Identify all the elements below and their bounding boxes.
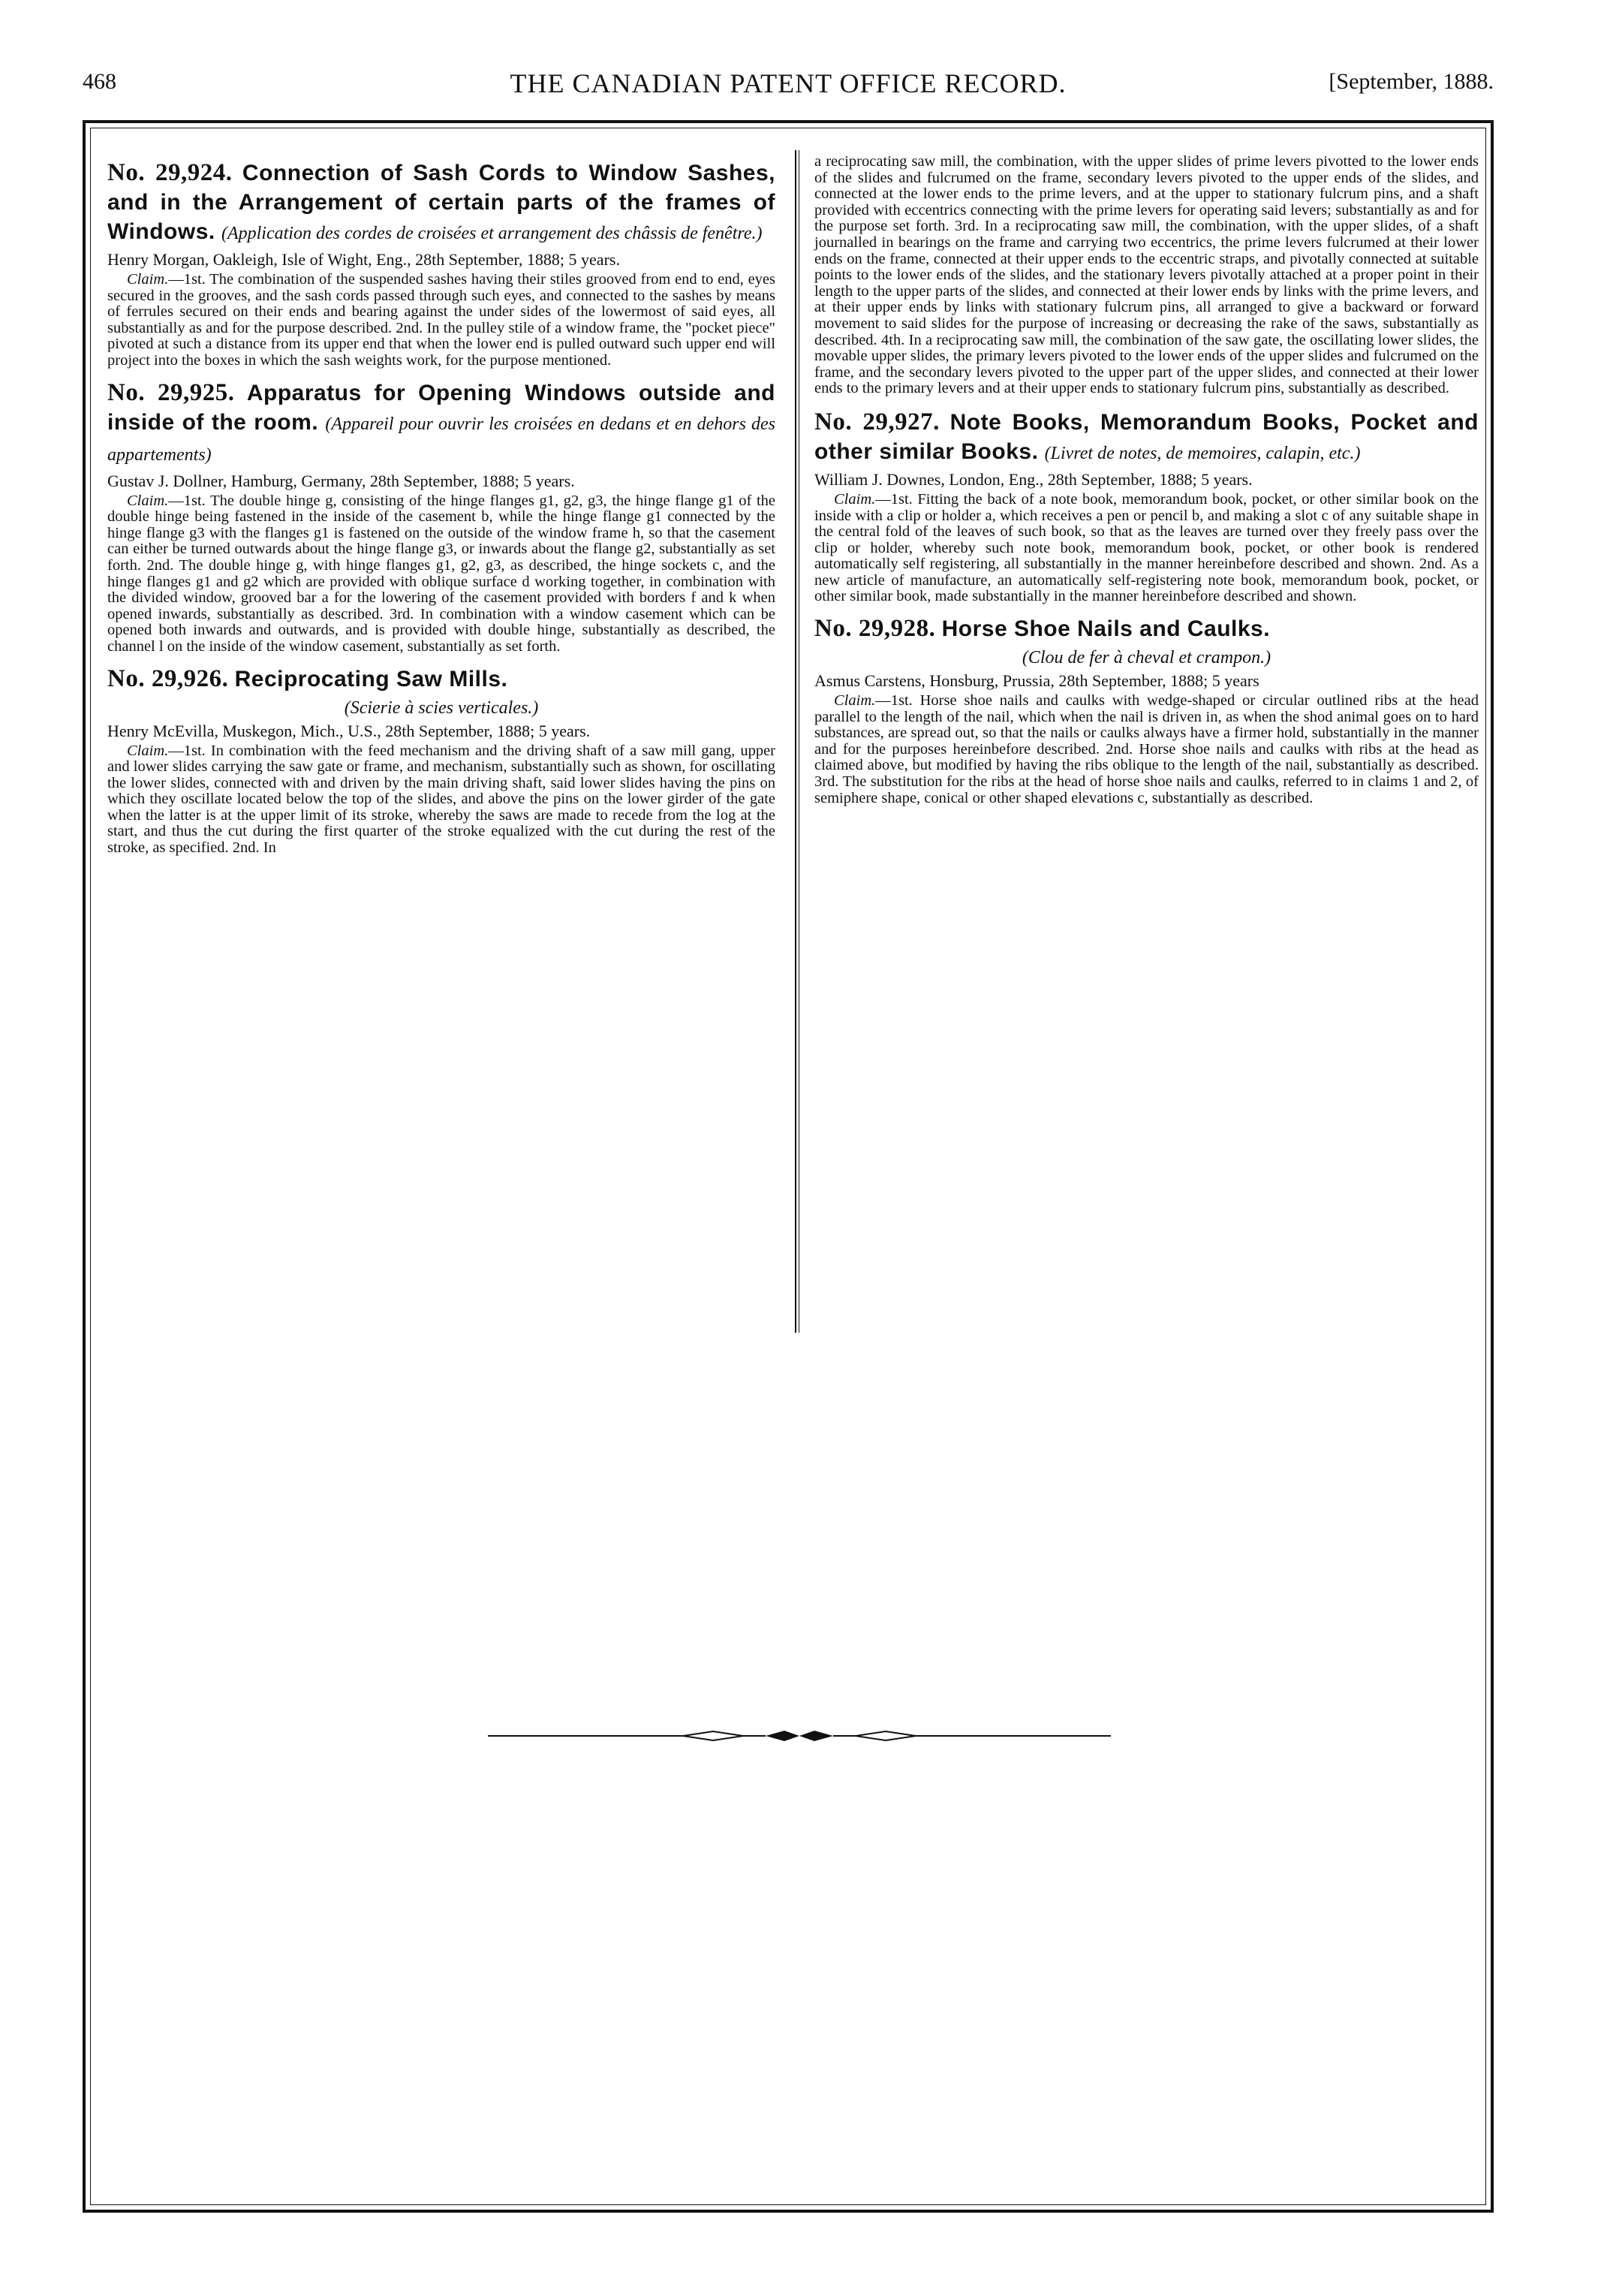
ornament-center-right — [799, 1731, 833, 1741]
left-column — [107, 154, 775, 866]
inventor-line: Asmus Carstens, Honsburg, Prussia, 28th September, 1888; 5 years — [814, 671, 1259, 691]
patent-entry-29926 — [107, 664, 775, 857]
claim-text — [814, 492, 1479, 605]
page-header — [83, 69, 1494, 107]
patent-entry-29924 — [107, 158, 775, 369]
claim-body: —1st. The double hinge g, consisting of the hinge flanges g1, g2, g3, the hinge flange g1 of the double hinge being fastened in the inside of the casement b, while the hinge flange g1 connected by the hinge flange g3 with the flanges g1 is fastened on the outside of the window frame h, so that the casement can either be turned outwards about the hinge flange g3, or inwards about the flange g2, substantially as set forth. 2nd. The double hinge g, with hinge flanges g1, g2, g3, as described, the hinge sockets c, and the hinge flanges g1 and g2 which are provided with oblique surface d working together, in combination with the divided window, grooved bar a for the lowering of the casement provided with borders f and k when opened inwards, substantially as described. 3rd. In combination with a window casement which can be opened both inwards and outwards, and is provided with double hinge, substantially as described, the channel l on the inside of the window casement, substantially as set forth. — [107, 492, 775, 655]
entry-heading — [814, 614, 1479, 643]
patent-title: Note Books, Memorandum Books, Pocket and other similar Books. — [814, 409, 1479, 464]
entry-heading — [107, 378, 775, 469]
ornament-diamond-right — [856, 1731, 916, 1740]
french-title: (Application des cordes de croisées et arrangement des châssis de fenêtre.) — [221, 224, 763, 243]
claim-label: Claim. — [127, 492, 169, 509]
patent-number: No. 29,926. — [107, 664, 229, 692]
ornament-diamond-left — [683, 1731, 743, 1740]
claim-text — [107, 493, 775, 655]
right-column — [814, 154, 1479, 815]
claim-body: —1st. Fitting the back of a note book, memorandum book, pocket, or other similar book on the inside with a clip or holder a, which receives a pen or pencil b, and making a slot c of any suitable shape in the central fold of the leaves of such book, so that as the leaves are turned over they freely pass over the clip or holder, whereby such note book, memorandum book, pocket, or other book is rendered automatically self registering, all substantially in the manner hereinbefore described and shown. 2nd. As a new article of manufacture, an automatically self-registering note book, memorandum book, pocket, or other similar book, made substantially in the manner hereinbefore described and shown. — [814, 490, 1479, 605]
claim-body: —1st. In combination with the feed mechanism and the driving shaft of a saw mill gang, upper and lower slides carrying the saw gate or frame, and mechanism, substantially such as shown, for oscillating the lower slides, connected with and driven by the main driving shaft, said lower slides having the pins on which they oscillate located below the top of the slides, and above the pins on the lower girder of the gate when the latter is at the upper limit of its stroke, whereby the saws are made to recede from the log at the start, and thus the cut during the first quarter of the stroke equalized with the cut during the rest of the stroke, as specified. 2nd. In — [107, 742, 775, 857]
publication-title: THE CANADIAN PATENT OFFICE RECORD. — [510, 68, 1067, 98]
claim-text — [107, 272, 775, 369]
ornament-center-left — [766, 1731, 799, 1741]
claim-label: Claim. — [834, 692, 876, 710]
page-number: 468 — [83, 69, 116, 94]
french-title: (Scierie à scies verticales.) — [344, 698, 539, 718]
french-title: (Livret de notes, de memoires, calapin, etc.) — [1044, 443, 1361, 463]
inventor-line: William J. Downes, London, Eng., 28th September, 1888; 5 years. — [814, 469, 1253, 489]
claim-body: —1st. The combination of the suspended sashes having their stiles grooved from end to end, eyes secured in the grooves, and the sash cords passed through such eyes, and connected to the sashes by means of ferrules secured on their ends and bearing against the under sides of the lowermost of said eyes, all substantially as and for the purpose described. 2nd. In the pulley stile of a window frame, the "pocket piece" pivoted at such a distance from its upper end that when the lower end is pulled outward such upper end will project into the boxes in which the sash weights work, for the purpose mentioned. — [107, 271, 775, 369]
patent-title: Reciprocating Saw Mills. — [234, 666, 508, 692]
patent-number: No. 29,924. — [107, 159, 233, 186]
patent-entry-29928 — [814, 614, 1479, 806]
column-divider — [795, 150, 796, 1333]
claim-label: Claim. — [127, 742, 169, 759]
claim-label: Claim. — [834, 490, 876, 508]
ornament-divider — [488, 1728, 1111, 1743]
inventor-line: Henry McEvilla, Muskegon, Mich., U.S., 28th September, 1888; 5 years. — [107, 721, 591, 740]
patent-number: No. 29,925. — [107, 378, 235, 406]
entry-heading — [814, 408, 1479, 468]
issue-date: [September, 1888. — [1329, 69, 1494, 94]
patent-number: No. 29,927. — [814, 408, 940, 435]
claim-label: Claim. — [127, 271, 169, 288]
claim-text — [107, 743, 775, 857]
patent-title: Connection of Sash Cords to Window Sashes, and in the Arrangement of certain parts of the frames of Windows. — [107, 161, 775, 244]
french-title: (Appareil pour ouvrir les croisées en dedans et en dehors des appartements) — [107, 414, 775, 465]
patent-entry-29925 — [107, 378, 775, 655]
claim-body: —1st. Horse shoe nails and caulks with wedge-shaped or circular outlined ribs at the head parallel to the length of the nail, which when the nail is driven in, as when the shod animal goes on to hard substances, are spread out, so that the nails or caulks always have a firmer hold, substantially in the manner and for the purposes hereinbefore described. 2nd. Horse shoe nails and caulks with ribs at the head as claimed above, but modified by having the ribs oblique to the length of the nail, substantially as described. 3rd. The substitution for the ribs at the head of horse shoe nails and caulks, referred to in claims 1 and 2, of semiphere shape, conical or other shaped elevations c, substantially as described. — [814, 692, 1479, 806]
french-title: (Clou de fer à cheval et crampon.) — [1022, 648, 1271, 668]
inventor-line: Henry Morgan, Oakleigh, Isle of Wight, Eng., 28th September, 1888; 5 years. — [107, 250, 620, 269]
claim-text — [814, 693, 1479, 806]
entry-heading — [107, 158, 775, 248]
claim-continuation: a reciprocating saw mill, the combination, with the upper slides of prime levers pivotted to the lower ends of the slides and fulcrumed on the frame, secondary levers pivoted to the upper ends of the slides, and connected at the lower ends to the prime levers, and at the upper to stationary fulcrum pins, and a shaft provided with eccentrics connecting with the prime levers for operating said levers; substantially as and for the purpose set forth. 3rd. In a reciprocating saw mill, the combination, with the upper slides, of a shaft journalled in bearings on the frame and carrying two eccentrics, the prime levers fulcrumed at their lower ends on the frame, connected at their upper ends to the eccentric straps, and pivotally connected at suitable points to the lower ends of the slides, and the stationary levers pivotally attached at a proper point in their length to the upper parts of the slides, and connected at their lower ends by links with the prime levers, and at their upper ends by links with stationary fulcrum pins, all arranged to give a backward or forward movement to said slides for the purpose of increasing or decreasing the rake of the saws, substantially as described. 4th. In a reciprocating saw mill, the combination of the saw gate, the oscillating lower slides, the movable upper slides, the primary levers pivoted to the lower ends of the upper slides and fulcrumed on the frame, and the secondary levers pivoted to the upper part of the upper slides, and connected at their lower ends to the primary levers and at their upper ends to stationary fulcrum pins, substantially as described. — [814, 153, 1479, 397]
patent-number: No. 29,928. — [814, 615, 936, 643]
entry-heading — [107, 664, 775, 694]
patent-entry-29927 — [814, 408, 1479, 605]
patent-title: Apparatus for Opening Windows outside and inside of the room. — [107, 380, 775, 435]
inventor-line: Gustav J. Dollner, Hamburg, Germany, 28th September, 1888; 5 years. — [107, 471, 575, 490]
patent-title: Horse Shoe Nails and Caulks. — [941, 616, 1271, 642]
